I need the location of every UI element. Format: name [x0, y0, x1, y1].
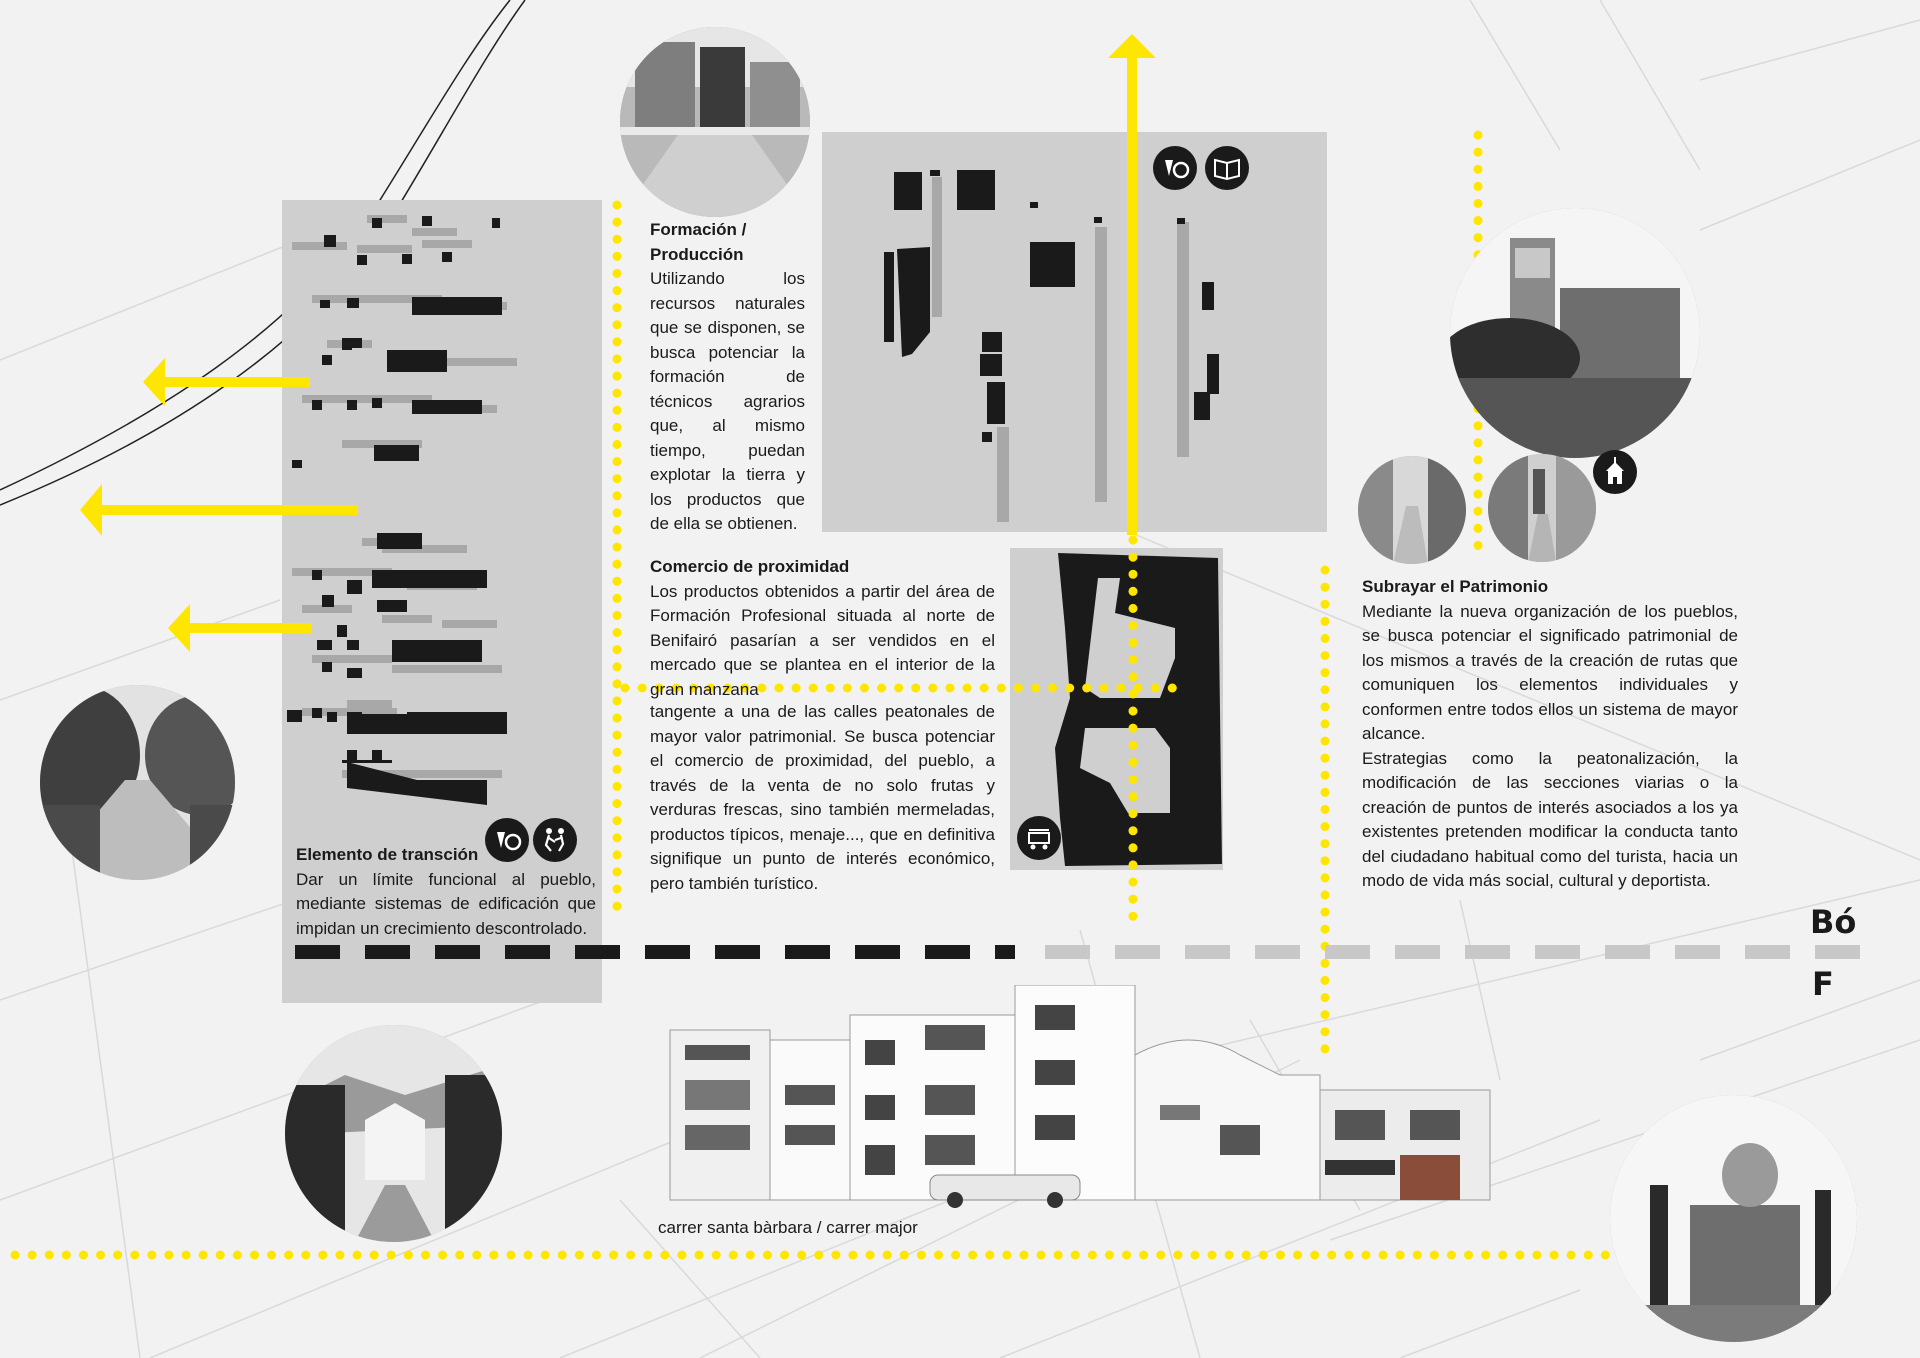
palm-avenue-photo-circle: [40, 685, 235, 880]
arrow-left-1: [143, 358, 165, 406]
production-title: Formación / Producción: [650, 220, 747, 264]
corner-label-bottom: F: [1812, 965, 1834, 1003]
street-caption: carrer santa bàrbara / carrer major: [658, 1218, 918, 1237]
production-body: Utilizando los recursos naturales que se disponen, se busca potenciar la formación de técnicos agrarios que, al mismo tiempo, puedan explotar la tierra y los productos que de ella se obtienen.: [650, 269, 805, 533]
narrow-street-photo-circle-2: [1488, 454, 1596, 562]
street-photo-circle: [620, 27, 810, 217]
arrow-left-3: [168, 604, 190, 652]
commerce-title: Comercio de proximidad: [650, 557, 850, 576]
street-facade-elevation: [660, 985, 1500, 1215]
heritage-title: Subrayar el Patrimonio: [1362, 577, 1549, 596]
transition-body: Dar un límite funcional al pueblo, mediante sistemas de edificación que impidan un crecimiento descontrolado.: [296, 869, 596, 938]
corner-label-top: Bó: [1810, 903, 1857, 941]
heritage-body-part2: Estrategias como la peatonalización, la modificación de las secciones viarias o la creación de puntos de interés asociados a los ya existentes pretenden modificar la conducta tanto del ciudadano habitual como del turista, hacia un modo de vida más social, cultural y deportista.: [1362, 748, 1738, 890]
narrow-street-photo-circle-1: [1358, 456, 1466, 564]
hermitage-photo-circle: [285, 1025, 502, 1242]
heritage-body-part1: Mediante la nueva organización de los pueblos, se busca potenciar el significado patrimonial de los mismos a través de la creación de rutas que comuniquen los elementos individuales y conformen entre todos ellos un sistema de mayor alcance.: [1362, 601, 1738, 743]
production-text: [650, 218, 805, 537]
commerce-body-part2: tangente a una de las calles peatonales de mayor valor patrimonial. Se busca potenciar el comercio de proximidad, del pueblo, a través de la venta de no solo frutas y verduras frescas, sino también mermeladas, productos típicos, menaje..., que en definitiva signifique un punto de interés económico, pero también turístico.: [650, 702, 995, 893]
book-icon: [1205, 146, 1249, 190]
produce-icon: [485, 818, 529, 862]
commerce-text: [650, 555, 995, 702]
domed-church-photo-circle: [1610, 1095, 1857, 1342]
church-icon: [1593, 450, 1637, 494]
commerce-text-continued: [650, 700, 995, 896]
heritage-text: [1362, 575, 1738, 894]
arrow-left-2: [80, 484, 102, 536]
commerce-body-part1: Los productos obtenidos a partir del área de Formación Profesional situada al norte de Benifairó pasarían a ser vendidos en el mercado que se plantea en el interior de la gran manzana: [650, 581, 995, 699]
transition-title: Elemento de transción: [296, 845, 479, 864]
market-cart-icon: [1017, 816, 1061, 860]
produce-icon-top: [1153, 146, 1197, 190]
sports-icon: [533, 818, 577, 862]
church-tower-photo-circle: [1450, 208, 1700, 458]
arrow-up: [1108, 34, 1156, 58]
